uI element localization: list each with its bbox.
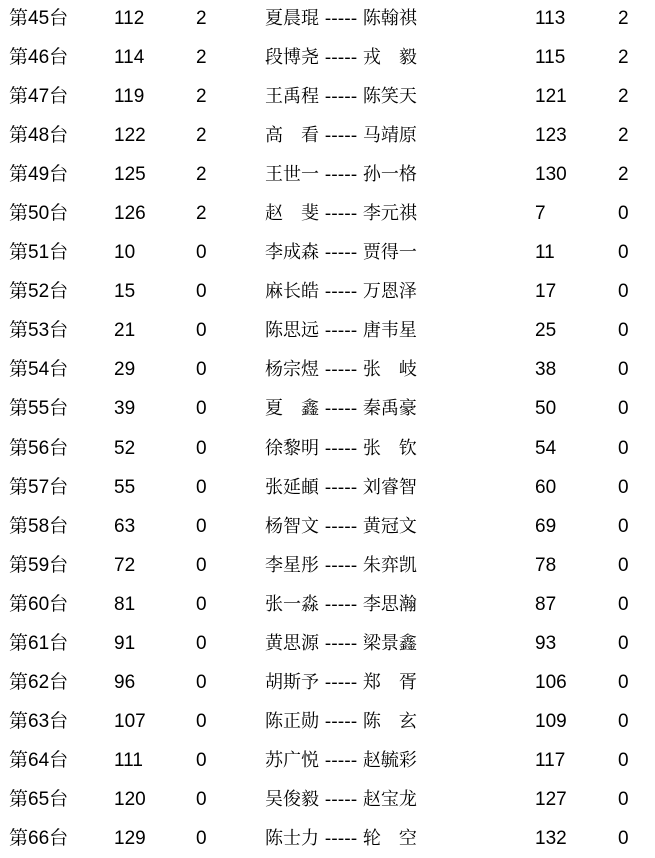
left-player-score: 0: [196, 320, 207, 342]
table-number: 第57台: [9, 476, 69, 498]
pairing-row: [0, 429, 655, 468]
table-number: 第66台: [9, 827, 69, 849]
player-pairing: 张延頔 ----- 刘睿智: [265, 476, 417, 498]
left-player-number: 111: [114, 749, 143, 771]
right-player-score: 0: [618, 749, 629, 771]
player-pairing: 苏广悦 ----- 赵毓彩: [265, 749, 417, 771]
left-player-score: 2: [196, 8, 207, 29]
pairing-row: [0, 77, 655, 116]
right-player-number: 117: [535, 749, 566, 771]
pairing-row: [0, 702, 655, 741]
right-player-score: 0: [618, 359, 629, 381]
right-player-score: 0: [618, 554, 629, 576]
right-player-number: 54: [535, 437, 557, 459]
right-player-score: 0: [618, 320, 629, 342]
right-player-score: 0: [618, 827, 629, 849]
left-player-number: 120: [114, 788, 146, 810]
left-player-number: 129: [114, 827, 146, 849]
player-pairing: 黄思源 ----- 梁景鑫: [265, 632, 417, 654]
left-player-number: 122: [114, 125, 146, 147]
pairing-row: [0, 585, 655, 624]
pairing-row: [0, 780, 655, 819]
left-player-number: 21: [114, 320, 136, 342]
left-player-number: 126: [114, 203, 146, 225]
left-player-score: 0: [196, 788, 207, 810]
pairing-row: [0, 741, 655, 780]
left-player-number: 112: [114, 8, 145, 29]
left-player-score: 0: [196, 476, 207, 498]
player-pairing: 吴俊毅 ----- 赵宝龙: [265, 788, 417, 810]
pairing-row: [0, 468, 655, 507]
right-player-number: 11: [535, 242, 555, 264]
left-player-score: 0: [196, 359, 207, 381]
right-player-score: 2: [618, 164, 629, 186]
right-player-number: 115: [535, 47, 566, 69]
player-pairing: 杨宗煜 ----- 张 岐: [265, 359, 417, 381]
right-player-score: 0: [618, 632, 629, 654]
right-player-score: 2: [618, 8, 629, 29]
player-pairing: 陈正勋 ----- 陈 玄: [265, 710, 417, 732]
left-player-score: 0: [196, 515, 207, 537]
table-number: 第56台: [9, 437, 69, 459]
left-player-number: 72: [114, 554, 136, 576]
player-pairing: 王世一 ----- 孙一格: [265, 164, 417, 186]
pairing-row: [0, 819, 655, 858]
table-number: 第52台: [9, 281, 69, 303]
right-player-number: 123: [535, 125, 567, 147]
table-number: 第45台: [9, 8, 69, 29]
right-player-number: 78: [535, 554, 557, 576]
table-number: 第59台: [9, 554, 69, 576]
table-number: 第65台: [9, 788, 69, 810]
table-number: 第54台: [9, 359, 69, 381]
pairing-row: [0, 0, 655, 38]
player-pairing: 王禹程 ----- 陈笑天: [265, 86, 417, 108]
left-player-score: 0: [196, 671, 207, 693]
table-number: 第47台: [9, 86, 69, 108]
player-pairing: 赵 斐 ----- 李元祺: [265, 203, 417, 225]
left-player-score: 0: [196, 632, 207, 654]
right-player-number: 132: [535, 827, 567, 849]
pairing-row: [0, 38, 655, 77]
left-player-score: 0: [196, 593, 207, 615]
pairing-row: [0, 233, 655, 272]
left-player-score: 0: [196, 710, 207, 732]
left-player-score: 2: [196, 86, 207, 108]
table-number: 第46台: [9, 47, 69, 69]
left-player-score: 0: [196, 398, 207, 420]
right-player-score: 0: [618, 476, 629, 498]
left-player-score: 0: [196, 554, 207, 576]
left-player-score: 2: [196, 203, 207, 225]
left-player-score: 0: [196, 437, 207, 459]
right-player-number: 38: [535, 359, 557, 381]
right-player-number: 87: [535, 593, 557, 615]
right-player-number: 69: [535, 515, 557, 537]
player-pairing: 夏 鑫 ----- 秦禹豪: [265, 398, 417, 420]
player-pairing: 麻长皓 ----- 万恩泽: [265, 281, 417, 303]
pairing-row: [0, 546, 655, 585]
table-number: 第51台: [9, 242, 69, 264]
left-player-number: 52: [114, 437, 136, 459]
right-player-score: 0: [618, 671, 629, 693]
left-player-score: 0: [196, 827, 207, 849]
right-player-score: 0: [618, 203, 629, 225]
left-player-number: 55: [114, 476, 136, 498]
player-pairing: 徐黎明 ----- 张 钦: [265, 437, 417, 459]
table-number: 第64台: [9, 749, 69, 771]
pairing-row: [0, 663, 655, 702]
player-pairing: 段博尧 ----- 戎 毅: [265, 47, 417, 69]
right-player-number: 130: [535, 164, 567, 186]
left-player-number: 91: [114, 632, 136, 654]
player-pairing: 夏晨琨 ----- 陈翰祺: [265, 8, 417, 29]
right-player-number: 17: [535, 281, 557, 303]
pairing-row: [0, 624, 655, 663]
left-player-score: 2: [196, 47, 207, 69]
table-number: 第49台: [9, 164, 69, 186]
left-player-number: 39: [114, 398, 136, 420]
right-player-score: 0: [618, 710, 629, 732]
left-player-number: 63: [114, 515, 136, 537]
pairing-row: [0, 311, 655, 350]
pairing-row: [0, 116, 655, 155]
table-number: 第63台: [9, 710, 69, 732]
right-player-score: 2: [618, 125, 629, 147]
player-pairing: 胡斯予 ----- 郑 胥: [265, 671, 417, 693]
left-player-number: 119: [114, 86, 145, 108]
left-player-number: 29: [114, 359, 136, 381]
right-player-score: 0: [618, 788, 629, 810]
pairing-row: [0, 350, 655, 389]
player-pairing: 杨智文 ----- 黄冠文: [265, 515, 417, 537]
pairing-row: [0, 155, 655, 194]
player-pairing: 陈思远 ----- 唐韦星: [265, 320, 417, 342]
right-player-number: 7: [535, 203, 546, 225]
right-player-number: 127: [535, 788, 567, 810]
right-player-score: 0: [618, 398, 629, 420]
left-player-score: 0: [196, 242, 207, 264]
right-player-score: 2: [618, 86, 629, 108]
right-player-number: 113: [535, 8, 566, 29]
player-pairing: 高 看 ----- 马靖原: [265, 125, 417, 147]
table-number: 第50台: [9, 203, 69, 225]
left-player-number: 96: [114, 671, 136, 693]
pairing-row: [0, 272, 655, 311]
right-player-number: 121: [535, 86, 567, 108]
right-player-score: 0: [618, 437, 629, 459]
right-player-number: 60: [535, 476, 557, 498]
player-pairing: 张一淼 ----- 李思瀚: [265, 593, 417, 615]
pairing-row: [0, 507, 655, 546]
left-player-number: 114: [114, 47, 145, 69]
table-number: 第60台: [9, 593, 69, 615]
table-number: 第62台: [9, 671, 69, 693]
player-pairing: 李星彤 ----- 朱弈凯: [265, 554, 417, 576]
right-player-number: 106: [535, 671, 567, 693]
right-player-score: 0: [618, 242, 629, 264]
left-player-score: 2: [196, 164, 207, 186]
right-player-score: 2: [618, 47, 629, 69]
player-pairing: 陈士力 ----- 轮 空: [265, 827, 417, 849]
right-player-number: 93: [535, 632, 557, 654]
table-number: 第55台: [9, 398, 69, 420]
pairing-row: [0, 389, 655, 428]
player-pairing: 李成森 ----- 贾得一: [265, 242, 417, 264]
table-number: 第53台: [9, 320, 69, 342]
right-player-score: 0: [618, 281, 629, 303]
right-player-number: 25: [535, 320, 557, 342]
right-player-number: 50: [535, 398, 557, 420]
right-player-number: 109: [535, 710, 567, 732]
right-player-score: 0: [618, 593, 629, 615]
left-player-number: 10: [114, 242, 136, 264]
left-player-score: 2: [196, 125, 207, 147]
right-player-score: 0: [618, 515, 629, 537]
left-player-number: 81: [114, 593, 136, 615]
left-player-score: 0: [196, 281, 207, 303]
table-number: 第58台: [9, 515, 69, 537]
left-player-score: 0: [196, 749, 207, 771]
left-player-number: 125: [114, 164, 146, 186]
pairing-row: [0, 194, 655, 233]
left-player-number: 107: [114, 710, 146, 732]
left-player-number: 15: [114, 281, 136, 303]
table-number: 第61台: [9, 632, 69, 654]
table-number: 第48台: [9, 125, 69, 147]
